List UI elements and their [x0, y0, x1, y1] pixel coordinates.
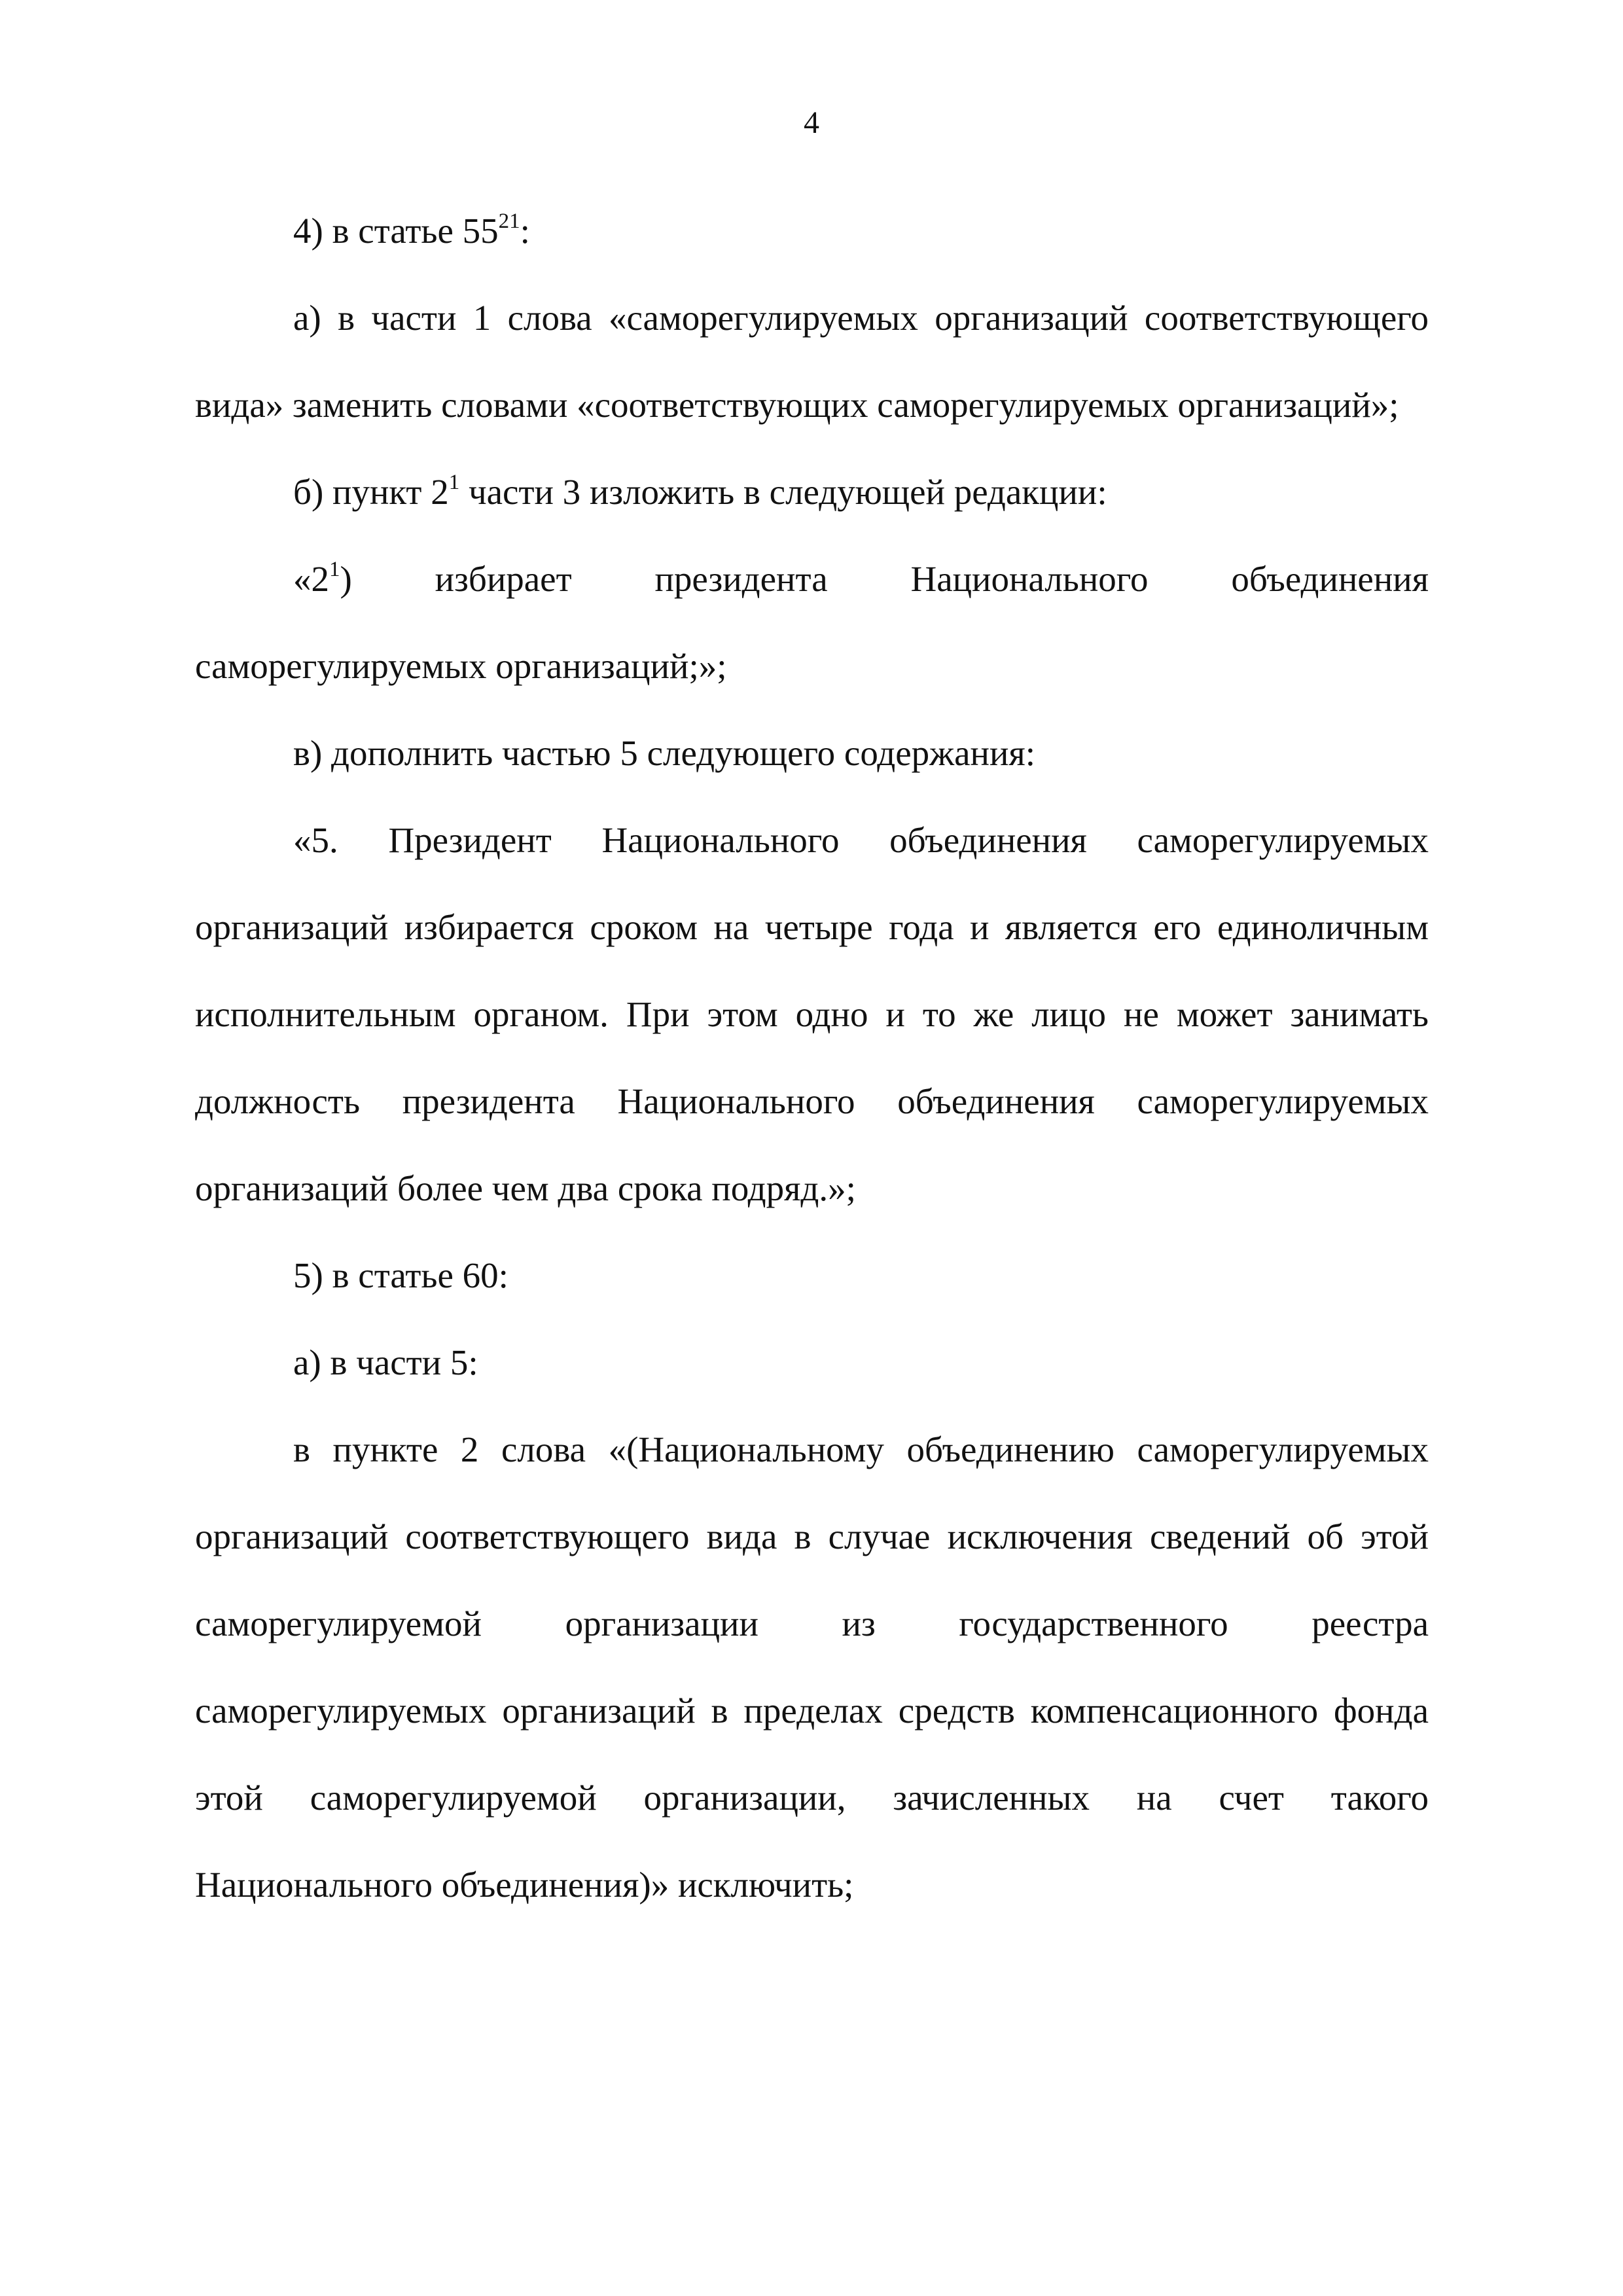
paragraph-tail: части 3 изложить в следующей редакции: [459, 472, 1107, 512]
paragraph-point-2: в пункте 2 слова «(Национальному объединению саморегулируемых организаций соответствующего вида в случае исключения сведений об этой саморегулируемой организации из государственного реестра саморегулируемых организаций в пределах средств компенсационного фонда этой саморегулируемой организации, зачисленных на счет такого Национального объединения)» исключить; [195, 1429, 1429, 1905]
paragraph-item-a: а) в части 1 слова «саморегулируемых организаций соответствующего вида» заменить словами «соответствующих саморегулируемых организаций»; [195, 298, 1429, 425]
paragraph-quote-5: «5. Президент Национального объединения саморегулируемых организаций избирается сроком на четыре года и является его единоличным исполнительным органом. При этом одно и то же лицо не может занимать должность президента Национального объединения саморегулируемых организаций более чем два срока подряд.»; [195, 820, 1429, 1208]
paragraph-tail: ) избирает президента Национального объединения саморегулируемых организаций;»; [195, 559, 1429, 686]
document-body [195, 187, 1429, 1928]
paragraph-quote-2-1 [195, 535, 1429, 709]
paragraph-part-5: а) в части 5: [293, 1342, 478, 1382]
paragraph-text: 4) в статье 55 [293, 211, 499, 251]
superscript: 1 [329, 557, 340, 581]
page-number: 4 [804, 105, 819, 140]
superscript: 21 [498, 209, 520, 233]
paragraph-text: б) пункт 2 [293, 472, 449, 512]
paragraph-text: «2 [293, 559, 329, 599]
paragraph-article-60: 5) в статье 60: [293, 1255, 508, 1295]
paragraph-item-b [195, 448, 1429, 535]
superscript: 1 [448, 470, 460, 494]
paragraph-tail: : [520, 211, 530, 251]
paragraph-item-c: в) дополнить частью 5 следующего содержания: [293, 733, 1035, 773]
paragraph-article-55-21 [195, 187, 1429, 274]
